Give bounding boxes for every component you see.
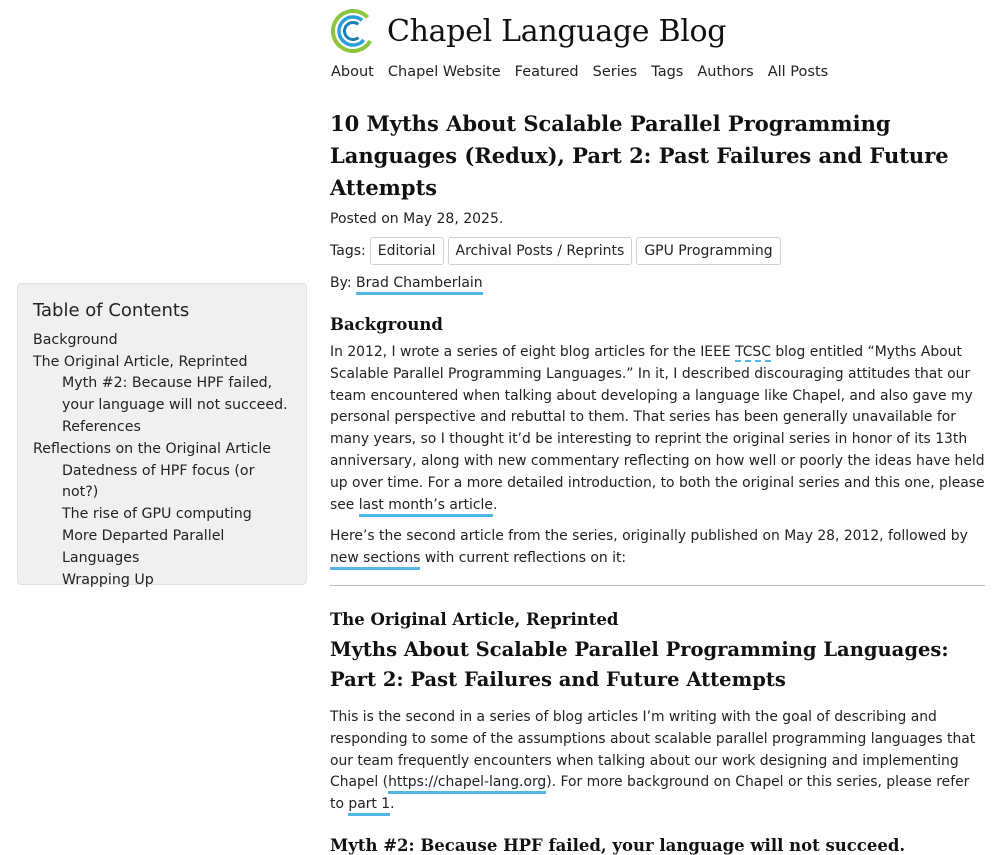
last-month-article-link[interactable]: last month’s article	[359, 497, 493, 517]
text-run: .	[492, 496, 498, 513]
section-divider	[330, 585, 985, 586]
post-tags	[330, 237, 985, 265]
tags-label: Tags:	[330, 243, 366, 259]
text-run: In 2012, I wrote a series of eight blog articles for the IEEE	[330, 344, 736, 360]
tag-gpu-programming[interactable]: GPU Programming	[636, 237, 780, 265]
post-content	[330, 108, 985, 855]
tag-editorial[interactable]: Editorial	[370, 237, 444, 265]
nav-tags[interactable]: Tags	[651, 64, 684, 80]
text-run: Here’s the second article from the series, originally published on May 28, 2012, followed by	[330, 528, 968, 545]
original-article-heading: The Original Article, Reprinted	[330, 609, 619, 629]
toc-item-gpu[interactable]: The rise of GPU computing	[62, 506, 252, 523]
text-run: with current reflections on it:	[420, 550, 627, 567]
tag-archival[interactable]: Archival Posts / Reprints	[448, 237, 633, 265]
text-run: .	[390, 796, 395, 813]
original-title	[330, 635, 985, 695]
toc-item-references[interactable]: References	[62, 418, 141, 435]
background-paragraph-1	[330, 342, 985, 516]
author-link[interactable]: Brad Chamberlain	[356, 275, 483, 295]
toc-item-wrapping-up[interactable]: Wrapping Up	[62, 571, 154, 588]
text-run: This is the second in a series of blog articles I’m writing with the goal of describing and responding to some of the assumptions about scalable parallel programming languages that our team frequently encounters when talking about our work designing and implementing Chapel (	[330, 708, 976, 791]
site-title[interactable]: Chapel Language Blog	[387, 13, 727, 49]
myth-2-heading: Myth #2: Because HPF failed, your language will not succeed.	[330, 835, 906, 855]
part-1-link[interactable]: part 1	[348, 796, 390, 816]
toc-title: Table of Contents	[33, 300, 190, 321]
text-run: ). For more background on Chapel or this series, please refer to	[330, 774, 970, 813]
toc-item-reflections[interactable]: Reflections on the Original Article	[33, 440, 272, 457]
toc-item-label: Myth #2: Because HPF failed, your language will not succeed.	[62, 375, 288, 414]
background-heading: Background	[330, 315, 443, 334]
nav-about[interactable]: About	[331, 64, 374, 80]
toc-item-background[interactable]: Background	[33, 331, 118, 348]
toc-item-myth-2[interactable]	[33, 373, 292, 417]
site-brand[interactable]	[331, 6, 726, 56]
new-sections-link[interactable]: new sections	[330, 550, 420, 570]
nav-all-posts[interactable]: All Posts	[767, 64, 829, 80]
chapel-logo-icon	[331, 9, 375, 53]
toc-item-departed-languages[interactable]: More Departed Parallel Languages	[62, 527, 225, 566]
by-label: By:	[330, 275, 352, 291]
background-paragraph-2	[330, 526, 985, 570]
original-title-line-2: Part 2: Past Failures and Future Attempts	[330, 667, 786, 691]
text-run: blog entitled “Myths About Scalable Parallel Programming Languages.” In it, I described discouraging attitudes that our team encountered when talking about developing a language like Chapel, and also gave my personal perspective and rebuttal to them. That series has been generally unavailable for many years, so I thought it’d be interesting to reprint the original series in honor of its 13th anniversary, along with new commentary reflecting on how well or poorly the ideas have held up over time. For a more detailed introduction, to both the original series and this one, please see	[330, 344, 985, 513]
post-title: 10 Myths About Scalable Parallel Programming Languages (Redux), Part 2: Past Failures and Future Attempts	[330, 111, 949, 200]
chapel-lang-link[interactable]: https://chapel-lang.org	[388, 774, 546, 794]
original-title-line-1: Myths About Scalable Parallel Programming Languages:	[330, 637, 949, 661]
top-nav	[331, 64, 842, 80]
tcsc-link[interactable]: TCSC	[735, 344, 771, 360]
nav-featured[interactable]: Featured	[514, 64, 579, 80]
post-date: Posted on May 28, 2025.	[330, 211, 504, 227]
table-of-contents	[17, 283, 307, 588]
toc-item-datedness[interactable]: Datedness of HPF focus (or not?)	[62, 462, 255, 501]
post-byline	[330, 275, 985, 291]
nav-authors[interactable]: Authors	[697, 64, 754, 80]
original-intro-paragraph	[330, 707, 985, 816]
nav-chapel-website[interactable]: Chapel Website	[387, 64, 501, 80]
toc-item-original-article[interactable]: The Original Article, Reprinted	[33, 353, 248, 370]
nav-series[interactable]: Series	[592, 64, 638, 80]
